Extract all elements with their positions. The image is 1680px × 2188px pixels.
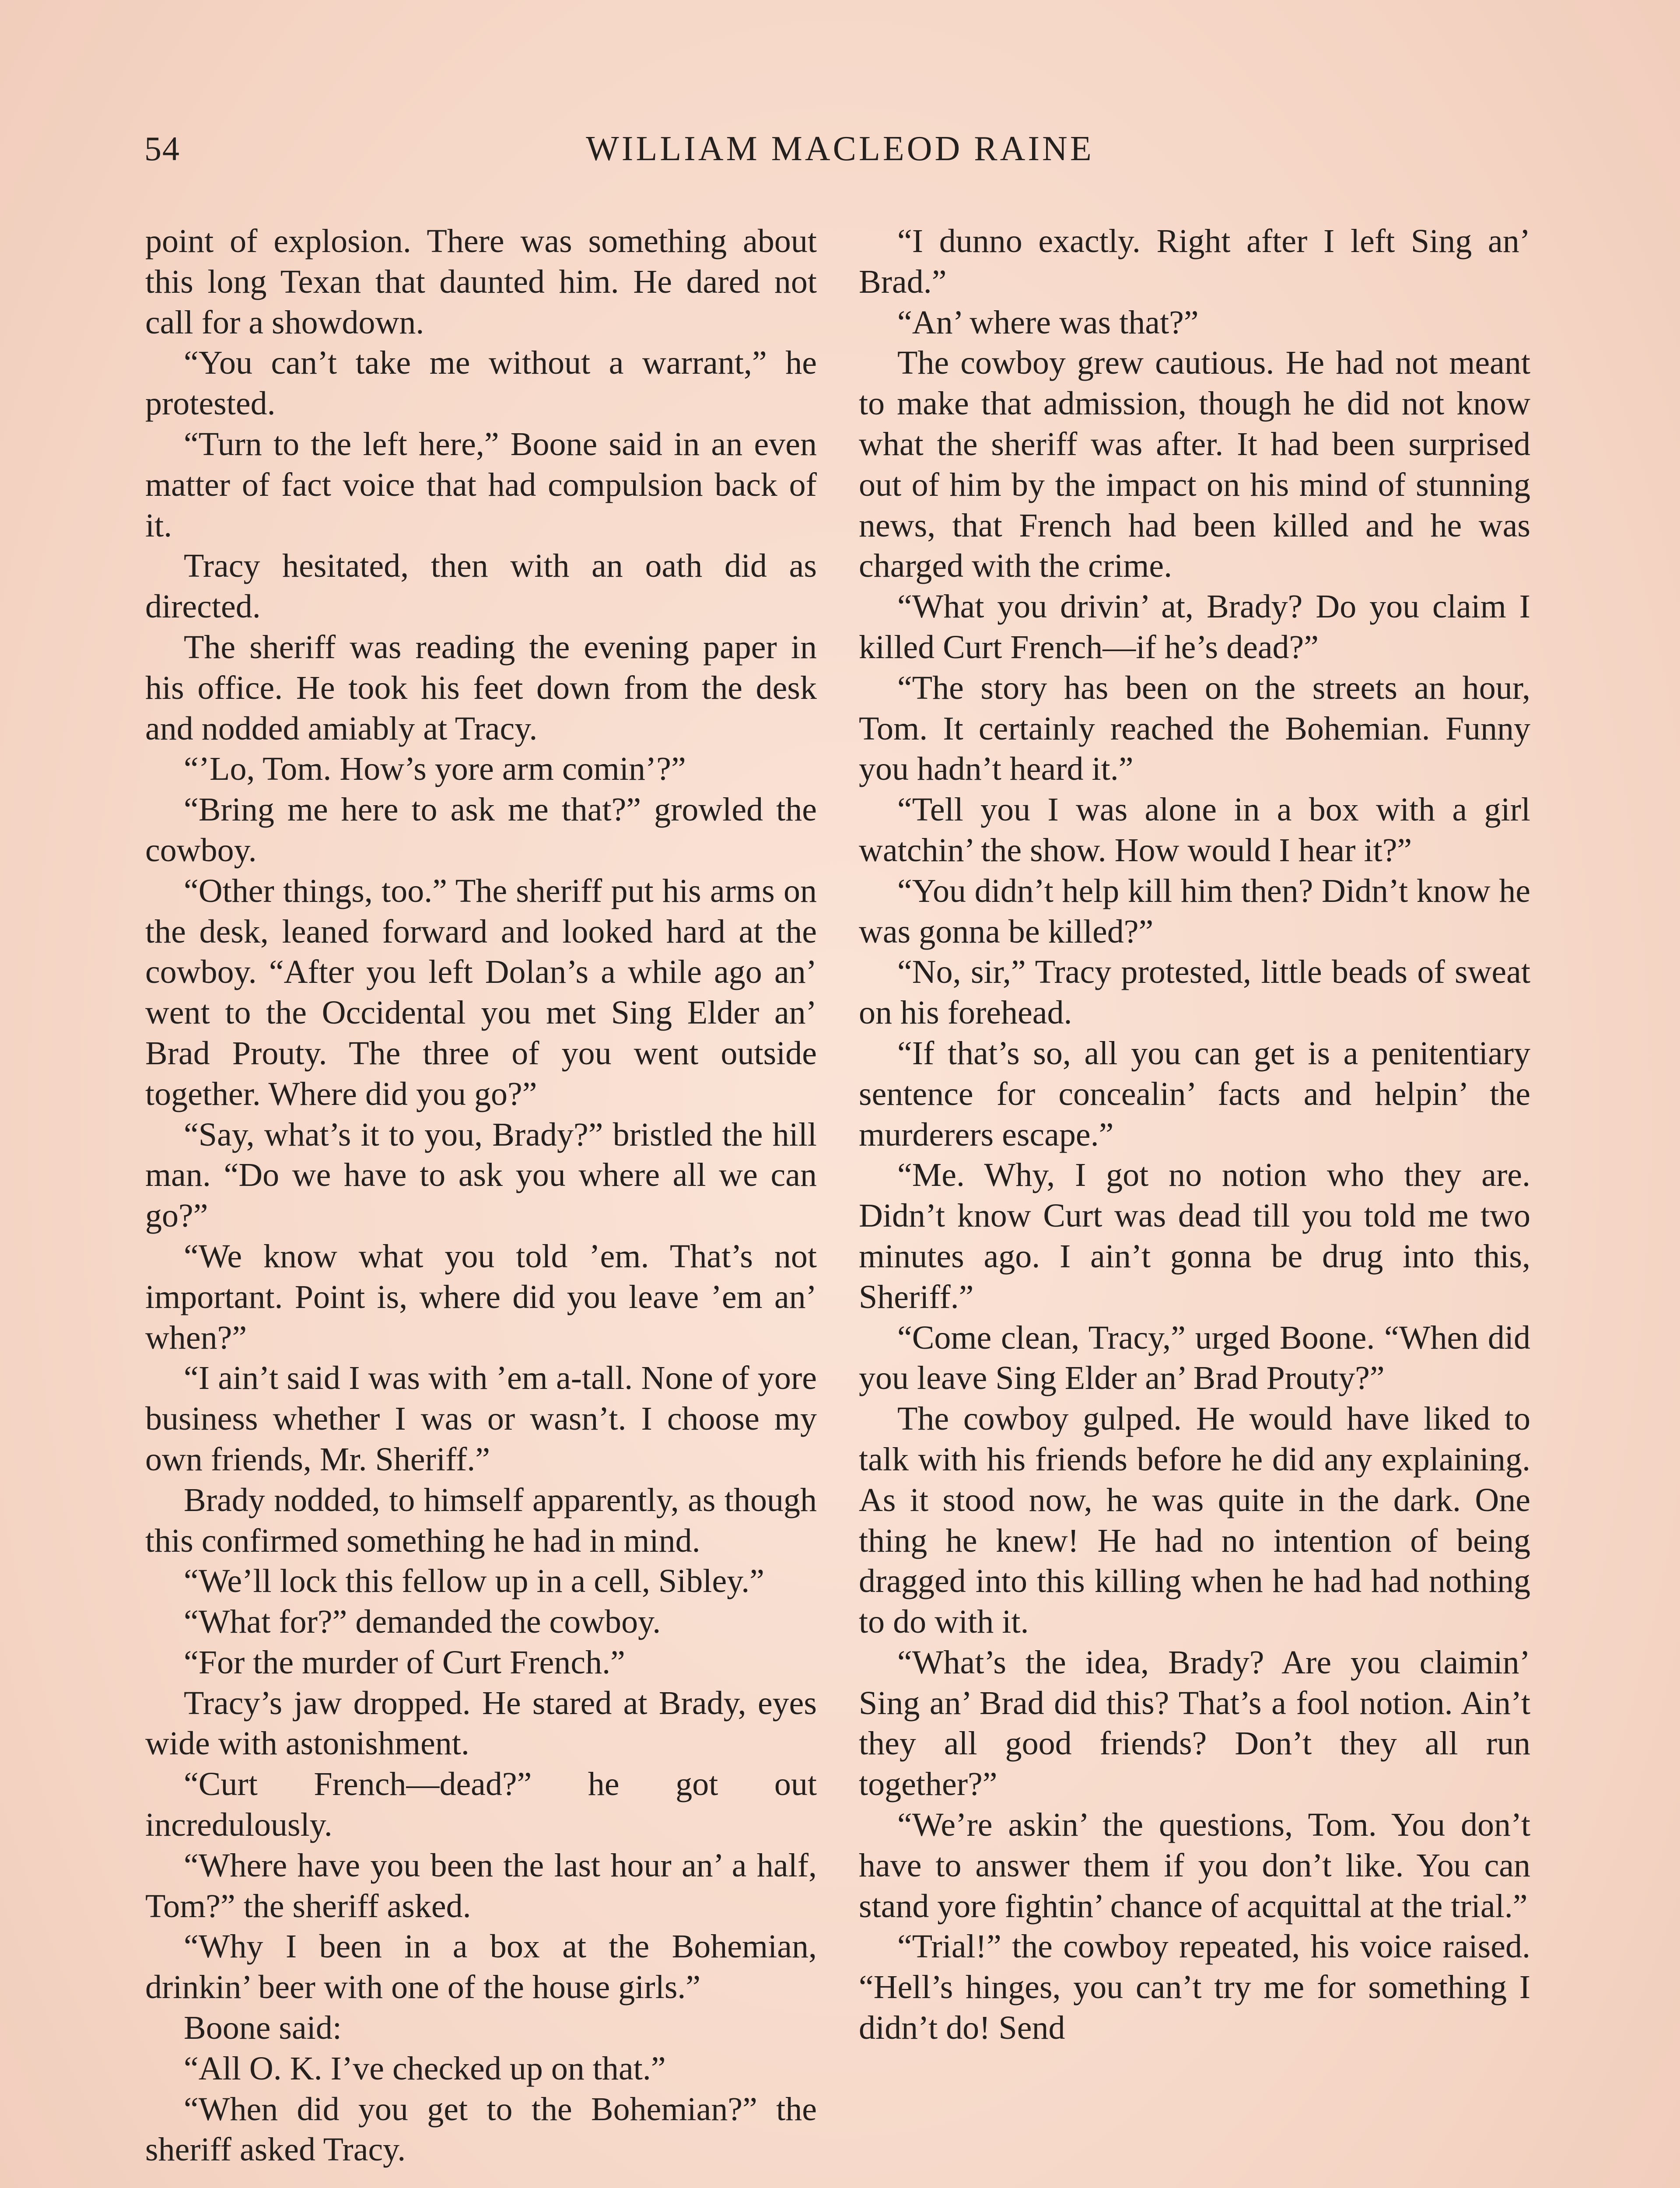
paragraph: “You can’t take me without a warrant,” he protested.: [145, 344, 817, 422]
paragraph: The sheriff was reading the evening paper in his office. He took his feet down from the desk and nodded amiably at Tracy.: [145, 628, 817, 747]
paragraph: “Say, what’s it to you, Brady?” bristled the hill man. “Do we have to ask you where all we can go?”: [145, 1116, 817, 1234]
paragraph: “When did you get to the Bohemian?” the sheriff asked Tracy.: [145, 2090, 817, 2168]
paragraph: “I ain’t said I was with ’em a-tall. None of yore business whether I was or wasn’t. I choose my own friends, Mr. Sheriff.”: [145, 1360, 817, 1478]
paragraph: “An’ where was that?”: [897, 304, 1199, 341]
page-number: 54: [144, 130, 180, 168]
paragraph: “Come clean, Tracy,” urged Boone. “When did you leave Sing Elder an’ Brad Prouty?”: [859, 1319, 1530, 1397]
paragraph: “What’s the idea, Brady? Are you claimin’ Sing an’ Brad did this? That’s a fool notion. Ain’t they all good friends? Don’t they all run together?”: [859, 1644, 1530, 1803]
paragraph: “Me. Why, I got no notion who they are. Didn’t know Curt was dead till you told me two minutes ago. I ain’t gonna be drug into this, Sheriff.”: [859, 1157, 1530, 1315]
paragraph: “You didn’t help kill him then? Didn’t know he was gonna be killed?”: [859, 872, 1530, 950]
running-head: WILLIAM MACLEOD RAINE: [586, 130, 1094, 168]
paragraph: “We’ll lock this fellow up in a cell, Sibley.”: [184, 1563, 765, 1600]
paragraph: The cowboy grew cautious. He had not meant to make that admission, though he did not know what the sheriff was after. It had been surprised out of him by the impact on his mind of stunning news, that French had been killed and he was charged with the crime.: [859, 344, 1530, 585]
right-column: [859, 221, 1530, 2048]
paragraph: “For the murder of Curt French.”: [184, 1644, 625, 1681]
paragraph: “Where have you been the last hour an’ a half, Tom?” the sheriff asked.: [145, 1847, 817, 1925]
left-column: [145, 221, 817, 2170]
paragraph: Tracy’s jaw dropped. He stared at Brady, eyes wide with astonishment.: [145, 1684, 817, 1762]
paragraph: point of explosion. There was something about this long Texan that daunted him. He dared not call for a showdown.: [145, 223, 817, 341]
paragraph: “Bring me here to ask me that?” growled the cowboy.: [145, 791, 817, 869]
paragraph: “If that’s so, all you can get is a penitentiary sentence for concealin’ facts and helpin’ the murderers escape.”: [859, 1034, 1530, 1153]
page-header: [144, 129, 1536, 177]
paragraph: “’Lo, Tom. How’s yore arm comin’?”: [184, 750, 686, 788]
paragraph: “What for?” demanded the cowboy.: [184, 1603, 661, 1641]
paragraph: “I dunno exactly. Right after I left Sing an’ Brad.”: [859, 223, 1530, 300]
paragraph: “No, sir,” Tracy protested, little beads of sweat on his forehead.: [859, 954, 1530, 1031]
paragraph: “Tell you I was alone in a box with a girl watchin’ the show. How would I hear it?”: [859, 791, 1530, 869]
paragraph: “Why I been in a box at the Bohemian, drinkin’ beer with one of the house girls.”: [145, 1928, 817, 2006]
paragraph: “We’re askin’ the questions, Tom. You don’t have to answer them if you don’t like. You can stand yore fightin’ chance of acquittal at the trial.”: [859, 1806, 1530, 1925]
paragraph: The cowboy gulped. He would have liked to talk with his friends before he did any explaining. As it stood now, he was quite in the dark. One thing he knew! He had no intention of being dragged into this killing when he had had nothing to do with it.: [859, 1400, 1530, 1641]
paragraph: “Curt French—dead?” he got out incredulously.: [145, 1766, 817, 1844]
paragraph: “All O. K. I’ve checked up on that.”: [184, 2050, 666, 2087]
paragraph: “The story has been on the streets an hour, Tom. It certainly reached the Bohemian. Funny you hadn’t heard it.”: [859, 669, 1530, 788]
paragraph: “We know what you told ’em. That’s not important. Point is, where did you leave ’em an’ when?”: [145, 1238, 817, 1356]
paragraph: Brady nodded, to himself apparently, as though this confirmed something he had in mind.: [145, 1481, 817, 1559]
paragraph: “Trial!” the cowboy repeated, his voice raised. “Hell’s hinges, you can’t try me for something I didn’t do! Send: [859, 1928, 1530, 2047]
paragraph: “Turn to the left here,” Boone said in an even matter of fact voice that had compulsion back of it.: [145, 425, 817, 544]
paragraph: Tracy hesitated, then with an oath did as directed.: [145, 547, 817, 625]
paragraph: “Other things, too.” The sheriff put his arms on the desk, leaned forward and looked hard at the cowboy. “After you left Dolan’s a while ago an’ went to the Occidental you met Sing Elder an’ Brad Prouty. The three of you went outside together. Where did you go?”: [145, 872, 817, 1112]
paragraph: Boone said:: [184, 2009, 342, 2047]
paragraph: “What you drivin’ at, Brady? Do you claim I killed Curt French—if he’s dead?”: [859, 588, 1530, 666]
